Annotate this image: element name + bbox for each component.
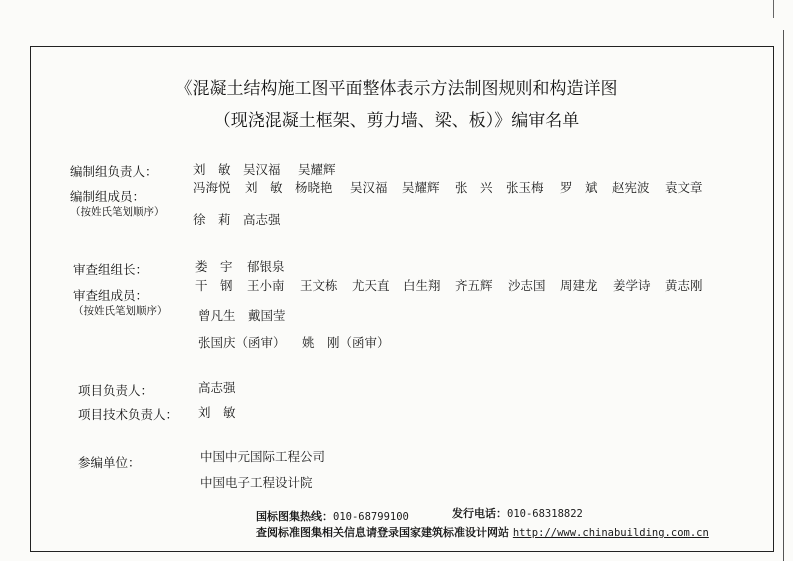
compile-member-name: 冯海悦 — [193, 180, 231, 195]
project-lead-label: 项目负责人： — [78, 383, 154, 398]
sales-label: 发行电话： — [452, 507, 507, 520]
review-member-name: 王小南 — [247, 278, 285, 293]
review-member-name: 周建龙 — [560, 278, 598, 293]
compile-leader-name: 吴汉福 — [243, 162, 281, 177]
compile-member-name: 赵宪波 — [612, 180, 650, 195]
footer-sales — [452, 505, 583, 521]
review-member-name: 尤天直 — [352, 278, 390, 293]
compile-member-name: 吴耀辉 — [402, 180, 440, 195]
hotline-number: 010-68799100 — [333, 511, 409, 523]
participants-label: 参编单位： — [78, 455, 141, 470]
project-lead-name: 高志强 — [198, 380, 236, 395]
review-leaders-label: 审查组组长： — [73, 262, 149, 277]
review-member-name: 姜学诗 — [613, 278, 651, 293]
review-leader-name: 郁银泉 — [247, 259, 285, 274]
review-members-label: 审查组成员： — [73, 288, 149, 303]
compile-member-name: 张玉梅 — [506, 180, 544, 195]
review-member-name: 白生翔 — [403, 278, 441, 293]
scan-edge-top — [773, 0, 774, 18]
compile-leaders-label: 编制组负责人： — [70, 164, 158, 179]
hotline-label: 国标图集热线： — [256, 510, 333, 523]
review-member-name: 姚 刚（函审） — [302, 335, 390, 350]
website-link[interactable]: http://www.chinabuilding.com.cn — [512, 527, 709, 539]
review-member-name: 张国庆（函审） — [198, 335, 286, 350]
review-leader-name: 娄 宇 — [195, 259, 233, 274]
review-member-name: 曾凡生 — [198, 308, 236, 323]
participant-org: 中国电子工程设计院 — [200, 475, 313, 490]
participant-org: 中国中元国际工程公司 — [200, 449, 326, 464]
review-member-name: 戴国莹 — [248, 308, 286, 323]
info-text: 查阅标准图集相关信息请登录国家建筑标准设计网站 — [256, 526, 509, 539]
review-member-name: 沙志国 — [508, 278, 546, 293]
project-tech-lead-label: 项目技术负责人： — [78, 407, 179, 422]
compile-member-name: 高志强 — [243, 212, 281, 227]
compile-members-label: 编制组成员： — [70, 189, 146, 204]
compile-member-name: 吴汉福 — [350, 180, 388, 195]
review-member-name: 齐五辉 — [455, 278, 493, 293]
compile-member-name: 袁文章 — [665, 180, 703, 195]
compile-leader-name: 吴耀辉 — [298, 162, 336, 177]
footer-info — [256, 524, 709, 540]
review-member-name: 干 钢 — [195, 278, 233, 293]
compile-member-name: 张 兴 — [455, 180, 493, 195]
compile-member-name: 杨晓艳 — [295, 180, 333, 195]
compile-leader-name: 刘 敏 — [193, 162, 231, 177]
document-title-line-2: （现浇混凝土框架、剪力墙、梁、板）》编审名单 — [213, 111, 580, 131]
sales-number: 010-68318822 — [507, 508, 583, 520]
compile-member-name: 罗 斌 — [560, 180, 598, 195]
document-title-line-1: 《混凝土结构施工图平面整体表示方法制图规则和构造详图 — [175, 79, 618, 99]
compile-members-note: （按姓氏笔划顺序） — [70, 206, 165, 218]
compile-member-name: 徐 莉 — [193, 212, 231, 227]
footer-hotline — [256, 508, 409, 524]
review-member-name: 王文栋 — [300, 278, 338, 293]
review-member-name: 黄志刚 — [665, 278, 703, 293]
review-members-note: （按姓氏笔划顺序） — [73, 305, 168, 317]
project-tech-lead-name: 刘 敏 — [198, 405, 236, 420]
compile-member-name: 刘 敏 — [245, 180, 283, 195]
